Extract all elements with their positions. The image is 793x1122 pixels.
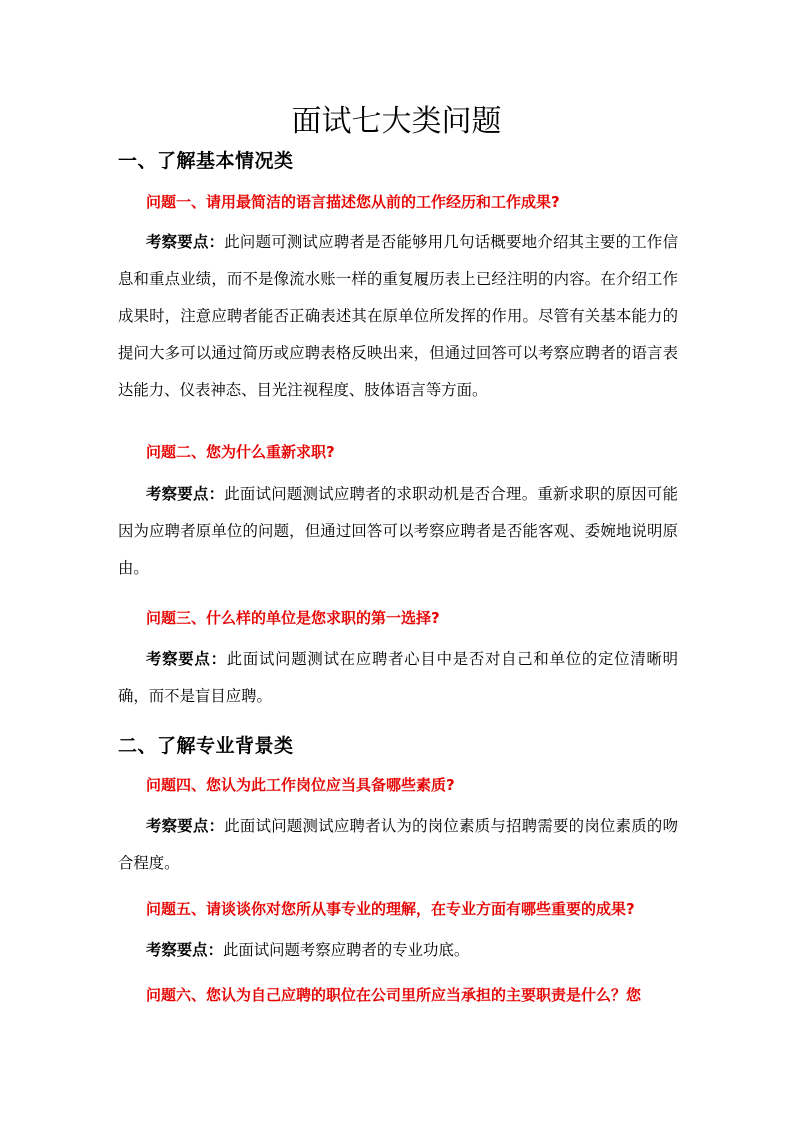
answer-label: 考察要点： xyxy=(146,485,225,503)
answer-text: 此面试问题测试应聘者的求职动机是否合理。重新求职的原因可能因为应聘者原单位的问题，但通过回答可以考察应聘者是否能客观、委婉地说明原由。 xyxy=(118,485,678,577)
answer-5 xyxy=(118,932,678,969)
answer-text: 此面试问题测试在应聘者心目中是否对自己和单位的定位清晰明确，而不是盲目应聘。 xyxy=(118,650,678,705)
document-title: 面试七大类问题 xyxy=(291,104,502,139)
section-heading: 一、了解基本情况类 xyxy=(118,150,294,172)
question-1: 问题一、请用最简洁的语言描述您从前的工作经历和工作成果? xyxy=(146,193,560,211)
answer-3 xyxy=(118,641,678,715)
answer-label: 考察要点： xyxy=(146,941,223,959)
answer-label: 考察要点： xyxy=(146,650,227,668)
question-5: 问题五、请谈谈你对您所从事专业的理解，在专业方面有哪些重要的成果? xyxy=(146,900,635,918)
section-heading: 二、了解专业背景类 xyxy=(118,735,294,757)
question-3: 问题三、什么样的单位是您求职的第一选择? xyxy=(146,609,440,627)
answer-label: 考察要点： xyxy=(146,817,225,835)
answer-label: 考察要点： xyxy=(146,233,225,251)
answer-text: 此问题可测试应聘者是否能够用几句话概要地介绍其主要的工作信息和重点业绩，而不是像流水账一样的重复履历表上已经注明的内容。在介绍工作成果时，注意应聘者能否正确表述其在原单位所发挥的作用。尽管有关基本能力的提问大多可以通过简历或应聘表格反映出来，但通过回答可以考察应聘者的语言表达能力、仪表神态、目光注视程度、肢体语言等方面。 xyxy=(118,233,678,399)
answer-text: 此面试问题考察应聘者的专业功底。 xyxy=(222,941,470,959)
question-2: 问题二、您为什么重新求职? xyxy=(146,443,335,461)
answer-2 xyxy=(118,476,678,587)
answer-4 xyxy=(118,808,678,882)
answer-1 xyxy=(118,224,678,409)
question-4: 问题四、您认为此工作岗位应当具备哪些素质? xyxy=(146,776,455,794)
answer-text: 此面试问题测试应聘者认为的岗位素质与招聘需要的岗位素质的吻合程度。 xyxy=(118,817,678,872)
question-6: 问题六、您认为自己应聘的职位在公司里所应当承担的主要职责是什么？您 xyxy=(146,986,642,1004)
